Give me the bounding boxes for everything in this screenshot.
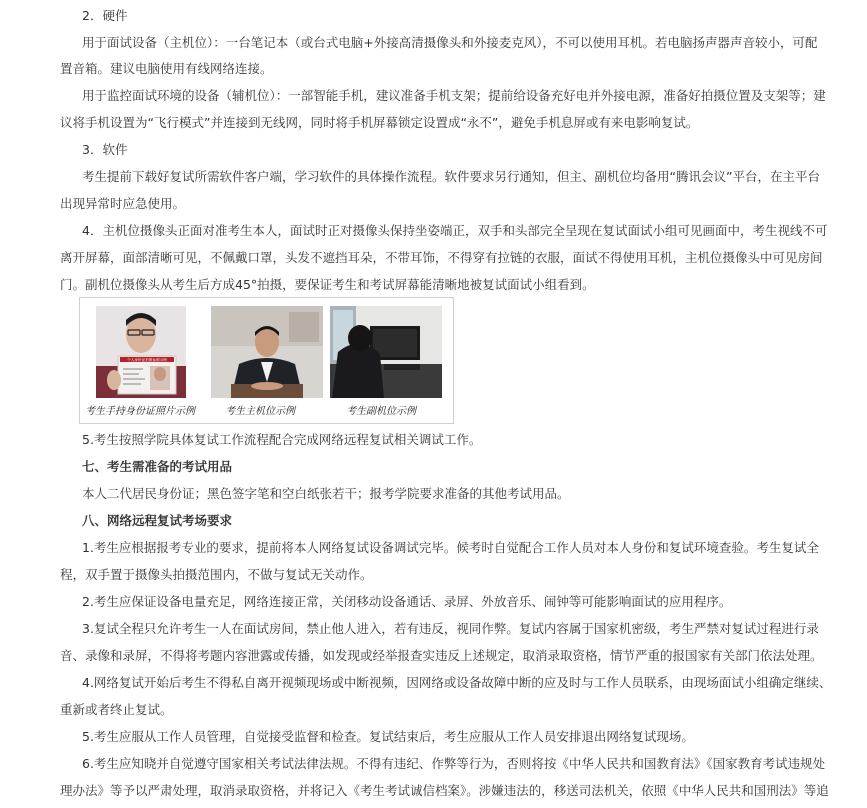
- paragraph-line: 2.考生应保证设备电量充足，网络连接正常，关闭移动设备通话、录屏、外放音乐、闹钟等可能影响面试的应用程序。: [82, 594, 732, 609]
- main-camera-photo: [211, 306, 323, 398]
- section-heading-exam-room-requirements: 八、网络远程复试考场要求: [82, 513, 233, 528]
- paragraph-line: 门。副机位摄像头从考生后方成45°拍摄，要保证考生和考试屏幕能清晰地被复试面试小组看到。: [60, 277, 595, 292]
- paragraph-line: 考生提前下载好复试所需软件客户端，学习软件的具体操作流程。软件要求另行通知，但主、副机位均备用“腾讯会议”平台，在主平台: [82, 169, 820, 184]
- caption-id-card: 考生手持身份证照片示例: [85, 406, 195, 417]
- example-photos-figure: [79, 297, 454, 424]
- card-banner-text: 个人身份证拍照参照示例: [127, 358, 167, 363]
- paragraph-line: 本人二代居民身份证；黑色签字笔和空白纸张若干；报考学院要求准备的其他考试用品。: [82, 486, 570, 501]
- paragraph-line: 音、录像和录屏，不得将考题内容泄露或传播，如发现或经举报查实违反上述规定，取消录取资格，情节严重的报国家有关部门依法处理。: [60, 648, 823, 663]
- paragraph-line: 重新或者终止复试。: [60, 702, 173, 717]
- caption-main-camera: 考生主机位示例: [225, 406, 295, 417]
- paragraph-line: 6.考生应知晓并自觉遵守国家相关考试法律法规。不得有违纪、作弊等行为，否则将按《中华人民共和国教育法》《国家教育考试违规处: [82, 756, 826, 771]
- paragraph-line: 5.考生按照学院具体复试工作流程配合完成网络远程复试相关调试工作。: [82, 432, 482, 447]
- paragraph-line: 出现异常时应急使用。: [60, 196, 186, 211]
- caption-secondary-camera: 考生副机位示例: [346, 406, 416, 417]
- section-heading-hardware: 2．硬件: [82, 8, 128, 23]
- section-heading-exam-supplies: 七、考生需准备的考试用品: [82, 459, 233, 474]
- paragraph-line: 离开屏幕，面部清晰可见，不佩戴口罩，头发不遮挡耳朵，不带耳饰，不得穿有拉链的衣服，面试不得使用耳机，主机位摄像头中可见房间: [60, 250, 823, 265]
- paragraph-line: 议将手机设置为“飞行模式”并连接到无线网，同时将手机屏幕锁定设置成“永不”，避免手机息屏或有来电影响复试。: [60, 115, 699, 130]
- paragraph-line: 用于面试设备（主机位）：一台笔记本（或台式电脑+外接高清摄像头和外接麦克风），不可以使用耳机。若电脑扬声器声音较小，可配: [82, 35, 818, 50]
- id-card-photo: [96, 306, 186, 398]
- paragraph-line: 5.考生应服从工作人员管理，自觉接受监督和检查。复试结束后，考生应服从工作人员安排退出网络复试现场。: [82, 729, 694, 744]
- secondary-camera-photo: [330, 306, 442, 398]
- paragraph-line: 4.网络复试开始后考生不得私自离开视频现场或中断视频，因网络或设备故障中断的应及时与工作人员联系，由现场面试小组确定继续、: [82, 675, 832, 690]
- paragraph-line: 1.考生应根据报考专业的要求，提前将本人网络复试设备调试完毕。候考时自觉配合工作人员对本人身份和复试环境查验。考生复试全: [82, 540, 819, 555]
- paragraph-line: 用于监控面试环境的设备（辅机位）：一部智能手机，建议准备手机支架；提前给设备充好电并外接电源，准备好拍摄位置及支架等；建: [82, 88, 826, 103]
- section-heading-software: 3．软件: [82, 142, 128, 157]
- paragraph-line: 3.复试全程只允许考生一人在面试房间，禁止他人进入，若有违反，视同作弊。复试内容属于国家机密级，考生严禁对复试过程进行录: [82, 621, 819, 636]
- paragraph-line: 置音箱。建议电脑使用有线网络连接。: [60, 61, 273, 76]
- paragraph-line: 理办法》等予以严肃处理，取消录取资格，并将记入《考生考试诚信档案》。涉嫌违法的，移送司法机关，依照《中华人民共和国刑法》等追: [60, 783, 829, 798]
- paragraph-line: 4．主机位摄像头正面对准考生本人，面试时正对摄像头保持坐姿端正，双手和头部完全呈现在复试面试小组可见画面中，考生视线不可: [82, 223, 828, 238]
- paragraph-line: 程，双手置于摄像头拍摄范围内，不做与复试无关动作。: [60, 567, 373, 582]
